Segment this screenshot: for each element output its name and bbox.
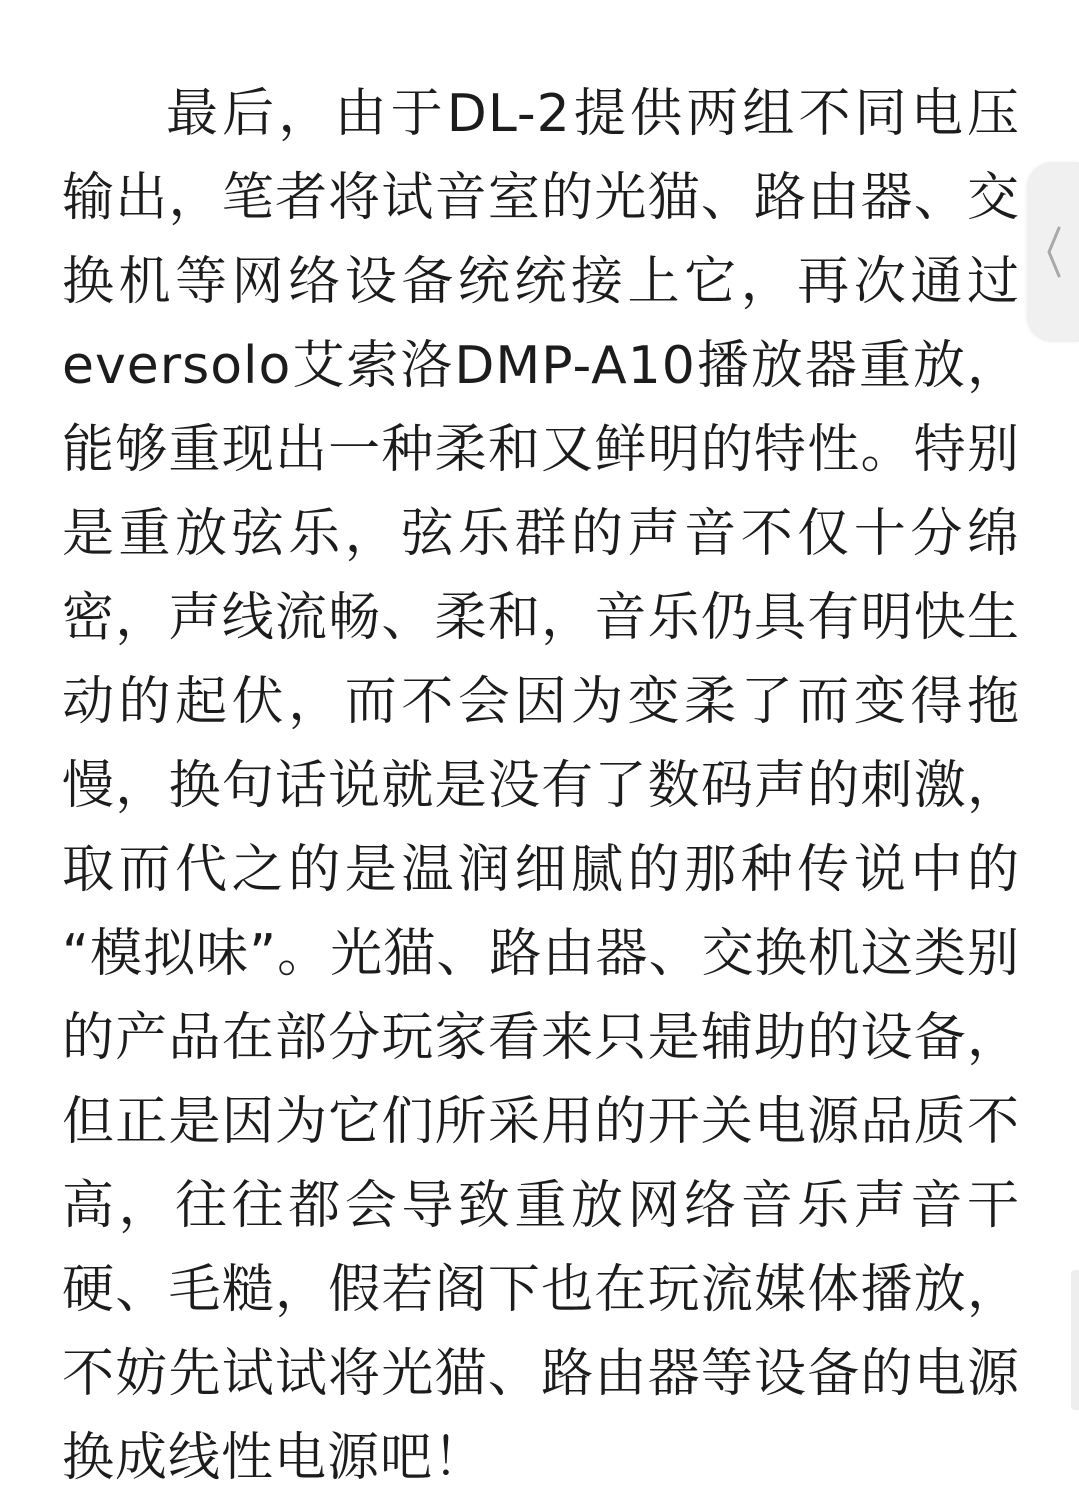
article-line: 输出，笔者将试音室的光猫、路由器、交 [62,168,1020,228]
article-line: 不妨先试试将光猫、路由器等设备的电源 [62,1344,1020,1404]
article-line: eversolo艾索洛DMP-A10播放器重放， [62,336,1020,396]
article-line: 能够重现出一种柔和又鲜明的特性。特别 [62,420,1020,480]
article-line: 的产品在部分玩家看来只是辅助的设备， [62,1008,1020,1068]
scrollbar-thumb[interactable] [1071,1270,1079,1410]
article-line: 最后，由于DL-2提供两组不同电压 [166,84,1020,144]
article-line: 但正是因为它们所采用的开关电源品质不 [62,1092,1020,1152]
article-line: 动的起伏，而不会因为变柔了而变得拖 [62,672,1020,732]
side-drawer-handle[interactable] [1027,162,1079,342]
article-line: “模拟味”。光猫、路由器、交换机这类别 [62,924,1020,984]
article-line: 换机等网络设备统统接上它，再次通过 [62,252,1020,312]
article-line: 取而代之的是温润细腻的那种传说中的 [62,840,1020,900]
article-line: 换成线性电源吧！ [62,1428,487,1488]
article-line: 高，往往都会导致重放网络音乐声音干 [62,1176,1020,1236]
article-body [62,72,1020,1500]
article-line: 是重放弦乐，弦乐群的声音不仅十分绵 [62,504,1020,564]
article-line: 慢，换句话说就是没有了数码声的刺激， [62,756,1020,816]
chevron-left-icon [1042,222,1064,282]
article-line: 密，声线流畅、柔和，音乐仍具有明快生 [62,588,1020,648]
article-line: 硬、毛糙，假若阁下也在玩流媒体播放， [62,1260,1020,1320]
